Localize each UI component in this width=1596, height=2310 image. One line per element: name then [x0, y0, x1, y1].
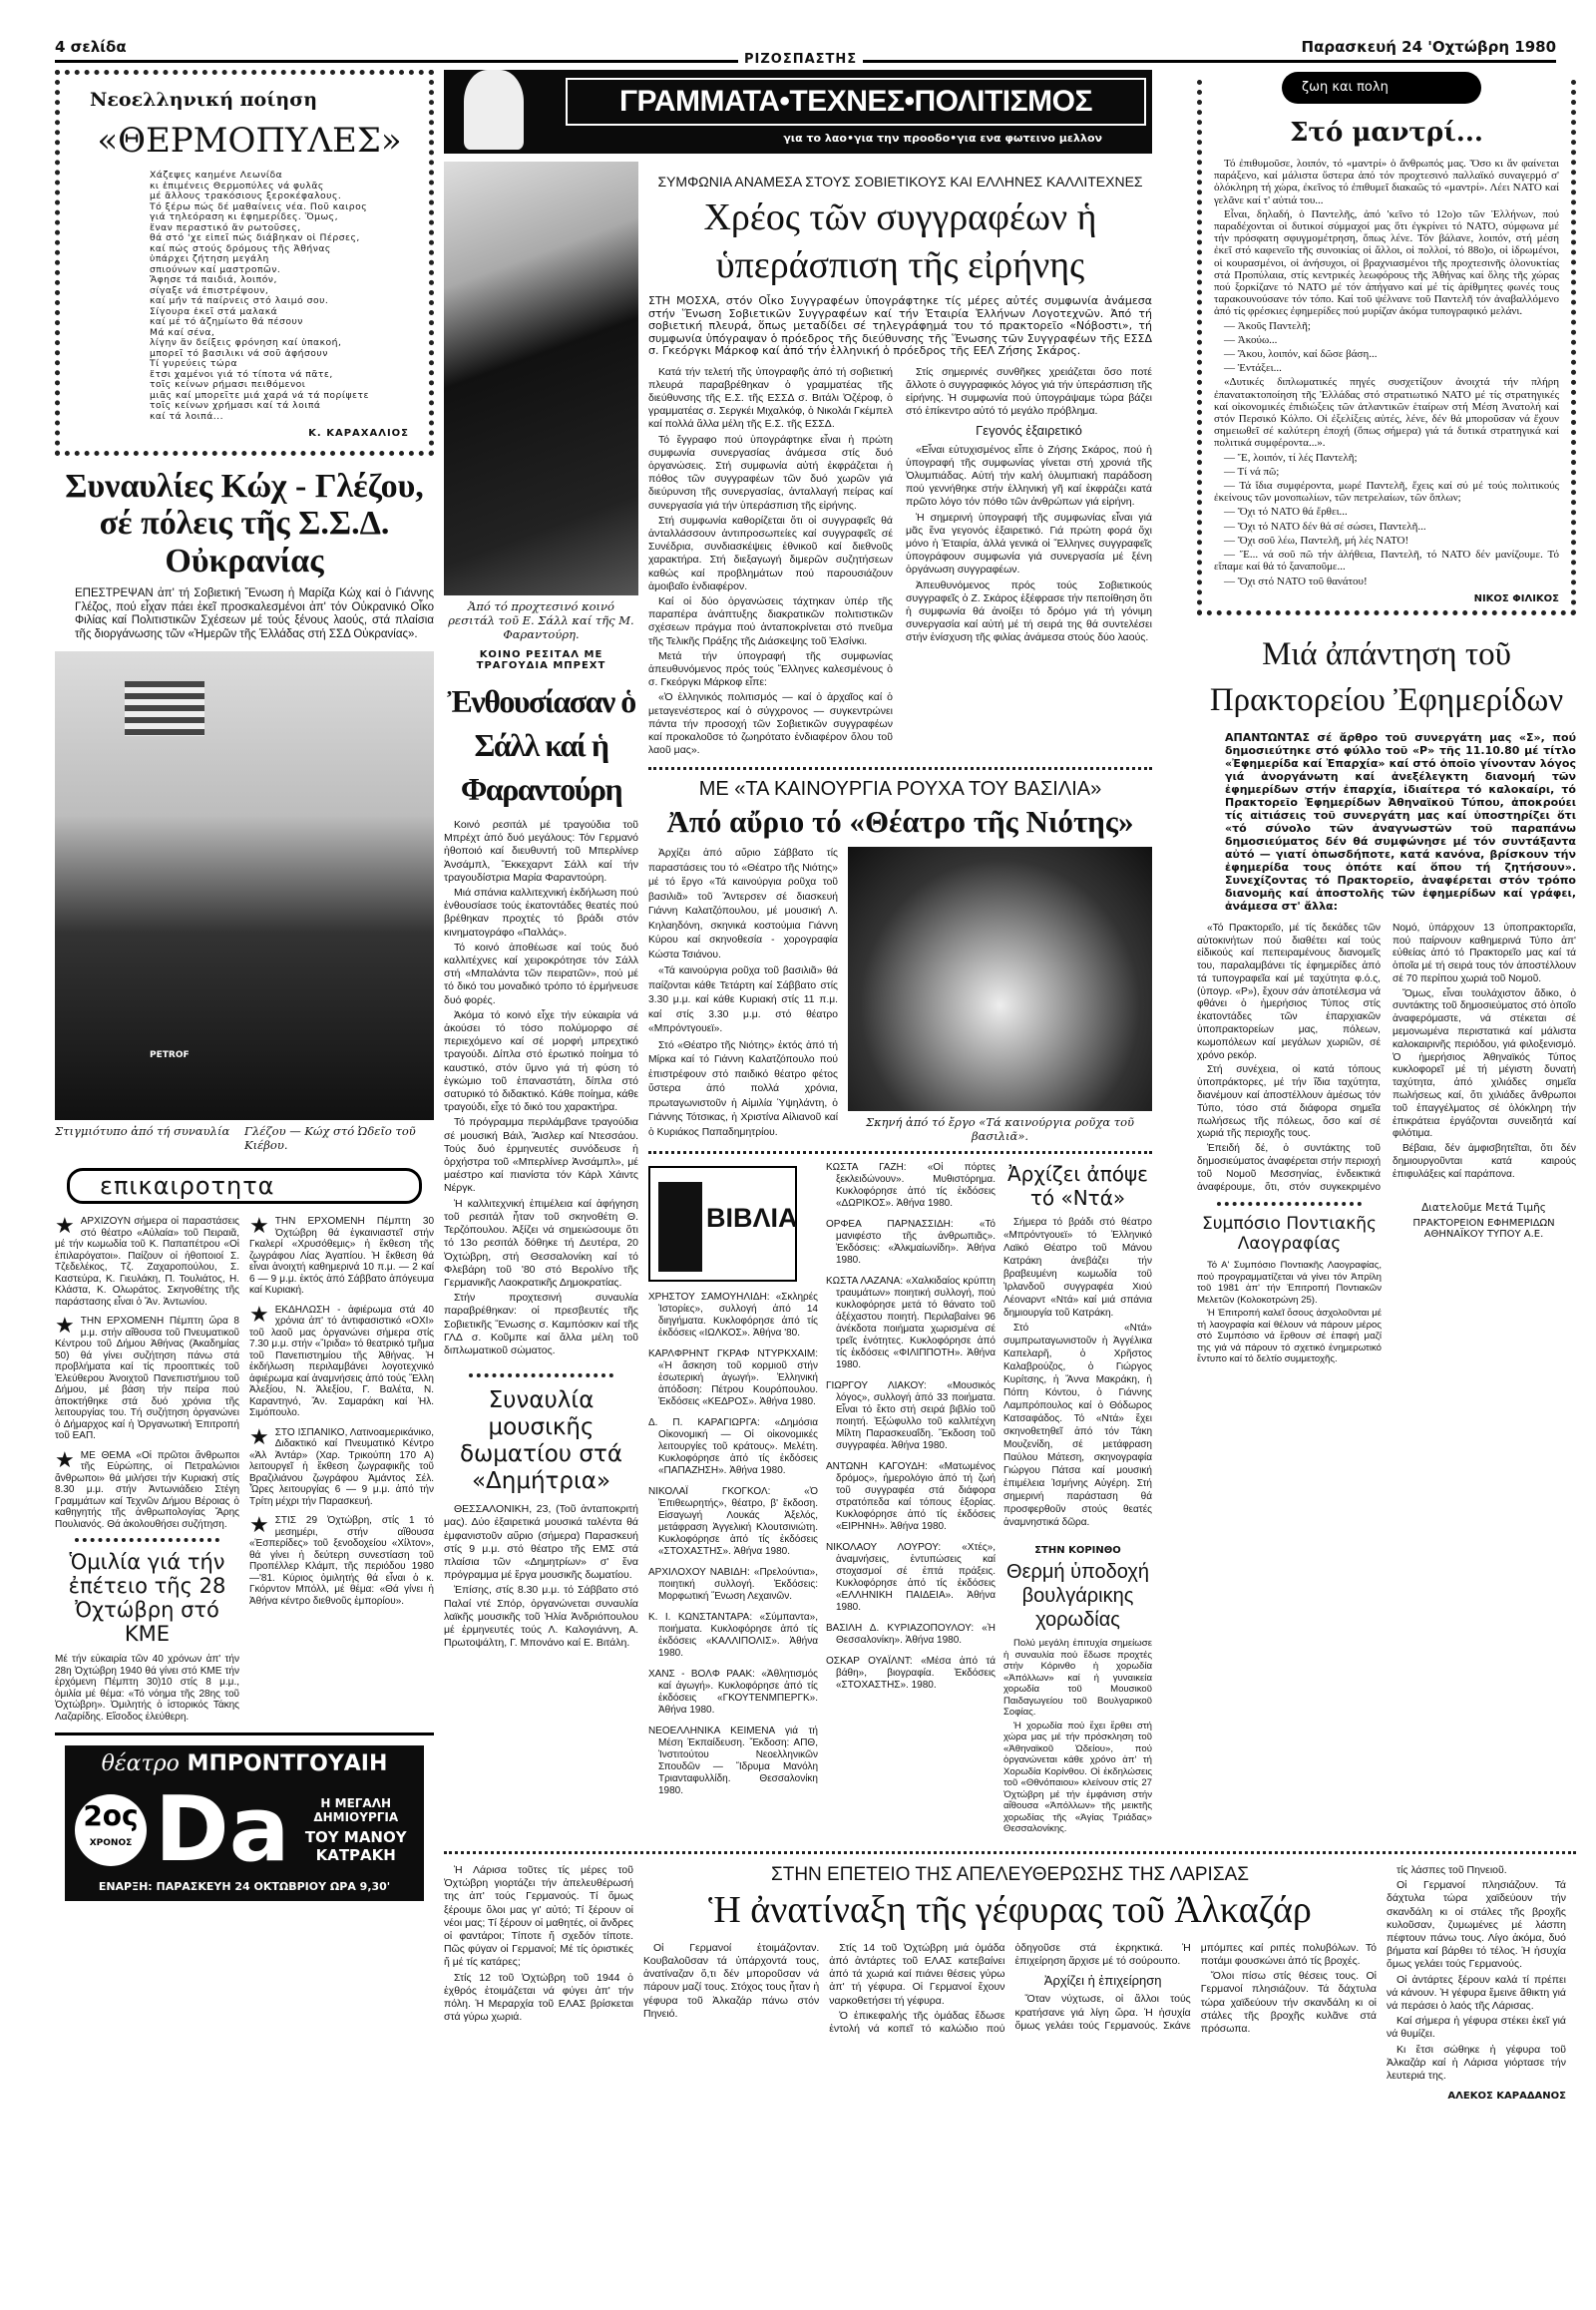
sall-headline: Ἐνθουσίασαν ὁ Σάλλ καί ἡ Φαραντούρη [447, 683, 635, 807]
paragraph: Ὁ ἐπικεφαλής τῆς ὁμάδας ἔδωσε ἐντολή νά κοπεῖ τό καλώδιο πού ὁδηγοῦσε στά ἐκρηκτικά. Ἡ ἐπιχείρηση ἄρχισε μέ τό σούρουπο. [829, 1941, 1191, 2035]
xreos-columns [648, 366, 1152, 760]
masthead [55, 0, 1556, 70]
poem-line: μέ ἄλλους τρακόσιους ξεροκέφαλους. [150, 191, 342, 201]
banner-title-frame [566, 78, 1146, 126]
star-icon: ★ [55, 1216, 75, 1239]
book-entry: ΑΡΧΙΛΟΧΟΥ ΝΑΒΙΔΗ: «Πρελούντια», ποιητική συλλογή. Ἐκδόσεις: Μορφωτική Ἕνωση Λεχαινῶν. [648, 1567, 818, 1603]
paragraph: «Ὁ ἑλληνικός πολιτισμός — καί ὁ ἀρχαῖος καί ὁ μεταγενέστερος καί ὁ σύγχρονος — συγκεντρώνει πάντα τήν προσοχή τῶν Σοβιετικῶν συγγραφέων καί προκαλοῦσε τό ζωηρότατο ἐνδιαφέρον ὅλου τοῦ λαοῦ μας». [648, 691, 893, 757]
paragraph: Καί οἱ δύο ὀργανώσεις τάχτηκαν ὑπέρ τῆς παραπέρα ἀνάπτυξης διακρατικῶν πολιτιστικῶν σχέσεων πράγμα πού ἀνταποκρίνεται στό πνεῦμα τῆς Τελικῆς Πράξης τῆς Διάσκεψης τοῦ Ἑλσίνκι. [648, 594, 893, 647]
epikairotita-columns [55, 1216, 434, 1723]
paragraph: — Ἐντάξει... [1224, 362, 1282, 375]
paragraph: Κατά τήν τελετή τῆς ὑπογραφῆς ἀπό τή σοβιετική πλευρά παραβρέθηκαν ὁ γραμματέας τῆς διεύθυνσης τῆς Ε.Σ. τῆς ΕΣΣΔ σ. Βιτάλι Ὀζέροφ, ὁ γραμματέας σ. Σεργκέι Μιχαλκόφ, ὁ Νικολάι Γκέμπελ καί πολλά ἄλλα μέλη τῆς Ε.Σ. τῆς ΕΣΣΔ. [648, 365, 893, 431]
star-icon: ★ [249, 1515, 269, 1538]
paragraph: — Ἔ... νά σοῦ πῶ τήν ἀλήθεια, Παντελῆ, τό ΝΑΤΟ δέν μανίζουμε. Τό εἴπαμε καί θά τό ξαναποῦμε... [1214, 549, 1559, 574]
koch-captions [55, 1124, 434, 1152]
book-entry: ΝΙΚΟΛΑΟΥ ΛΟΥΡΟΥ: «Χτές», ἀναμνήσεις, ἐντυπώσεις καί στοχασμοί σέ ἑπτά πράξεις. Κυκλοφόρησε ἀπό τίς ἐκδόσεις «ΕΛΛΗΝΙΚΗ ΠΑΙΔΕΙΑ». Ἀθήνα 1980. [826, 1542, 996, 1614]
alkazar-author: ΑΛΕΚΟΣ ΚΑΡΑΔΑΝΟΣ [1447, 2091, 1566, 2103]
nta-body [1003, 1216, 1152, 1531]
book-entry: ΚΩΣΤΑ ΛΑΖΑΝΑ: «Χαλκιδαίος κρύπτη τραυμάτων» ποιητική συλλογή, πού κυκλοφόρησε μετά τό θάνατο τοῦ ἀξέχαστου ποιητή. Περιλαβαίνει 96 ἀνέκδοτα ποιήματα χωρισμένα σέ τρεῖς ἑνότητες. Κυκλοφόρησε ἀπό τίς ἐκδόσεις «ΦΙΛΙΠΠΟΤΗ». Ἀθήνα 1980. [826, 1276, 996, 1371]
paragraph: ΘΕΣΣΑΛΟΝΙΚΗ, 23, (Τοῦ ἀνταποκριτή μας). Δύο ἐξαιρετικά μουσικά ταλέντα θά ἐμφανιστοῦν αὔριο (σήμερα) Παρασκευή στίς 9 μ.μ. στό θέατρο τῆς ΕΜΣ στά πλαίσια τῶν «Δημητρίων» σ' ἕνα πρόγραμμα μέ ἔργα μουσικῆς δωματίου. [444, 1503, 638, 1582]
poem-line: καί μήν τά παίρνεις στό λαιμό σου. [150, 295, 329, 306]
books-list-2 [826, 1162, 996, 1701]
right-area [444, 70, 1576, 2102]
ad-year-badge: 2ος ΧΡΟΝΟΣ [75, 1794, 147, 1866]
middle-column [444, 70, 1152, 1837]
paragraph: Οἱ Γερμανοί ἑτοιμάζονταν. Κουβαλοῦσαν τά ὑπάρχοντά τους, ἀνατίναζαν ὅ,τι δέν μποροῦσαν νά πάρουν μαζί τους. Στόχος τους ἦταν ἡ γέφυρα τοῦ Ἀλκαζάρ πάνω στόν Πηνειό. [643, 1941, 820, 2020]
alkazar-right-column [1387, 1864, 1566, 2102]
sall-caption: Ἀπό τό προχτεσινό κοινό ρεσιτάλ τοῦ Ε. Σάλλ καί τῆς Μ. Φαραντούρη. [448, 599, 634, 641]
book-entry: Κ. Ι. ΚΩΝΣΤΑΝΤΑΡΑ: «Σύμπαντα», ποιήματα. Κυκλοφόρησε ἀπό τίς ἐκδόσεις «ΚΑΛΛΙΠΟΛΙΣ». Ἀθήνα 1980. [648, 1612, 818, 1660]
mantri-headline: Στό μαντρί... [1290, 118, 1483, 148]
paragraph: Στίς 12 τοῦ Ὀχτώβρη τοῦ 1944 ὁ ἐχθρός ἑτοιμάζεται νά φύγει ἀπ' τήν πόλη. Ἡ Μεραρχία τοῦ ΕΛΑΣ βρίσκεται στά γύρω χωριά. [444, 1971, 633, 2024]
poem-line: Μά καί σένα, [150, 326, 215, 338]
paragraph: Οἱ ἀντάρτες ξέρουν καλά τί πρέπει νά κάνουν. Ἡ γέφυρα ἔμεινε ἄθικτη γιά νά περάσει ὁ λαός τῆς Λάρισας. [1387, 1973, 1566, 2013]
paragraph: Ἀπευθυνόμενος πρός τούς Σοβιετικούς συγγραφεῖς ὁ Ζ. Σκάρος ἐξέφρασε τήν πεποίθηση ὅτι ἡ συμφωνία θά ἀνοίξει τό δρόμο γιά τή γόνιμη συνεργασία καί αὐτή μέ τή σειρά της θά συντελέσει στήν ἐνίσχυση τῆς φιλίας ἀνάμεσα στούς δύο λαούς. [906, 578, 1152, 644]
poem-title: «ΘΕΡΜΟΠΥΛΕΣ» [97, 121, 402, 161]
paragraph: Τό Α' Συμπόσιο Ποντιακῆς Λαογραφίας, πού προγραμματίζεται νά γίνει τόν Ἀπρίλη τοῦ 1981 ἀπ' τήν Ἐπιτροπή Ποντιακῶν Μελετῶν (Κολοκοτρώνη 25). [1197, 1260, 1382, 1306]
paragraph: τίς λάσπες τοῦ Πηνειοῦ. [1396, 1863, 1507, 1876]
book-entry: ΝΕΟΕΛΛΗΝΙΚΑ ΚΕΙΜΕΝΑ γιά τή Μέση Ἐκπαίδευση. Ἔκδοση: ΑΠΘ, Ἰνστιτούτου Νεοελληνικῶν Σπουδῶν — Ἵδρυμα Μανόλη Τριανταφυλλίδη. Θεσσαλονίκη 1980. [648, 1726, 818, 1797]
nta-kicker: ΣΤΗΝ ΚΟΡΙΝΘΟ [1034, 1545, 1121, 1557]
books-logo-text: ΒΙΒΛΙΑ [706, 1203, 798, 1234]
book-entry: ΚΩΣΤΑ ΓΑΖΗ: «Οἱ πόρτες ξεκλειδώνουν». Μυθιστόρημα. Κυκλοφόρησε ἀπό τίς ἐκδόσεις «ΔΩΡΙΚΟΣ». Ἀθήνα 1980. [826, 1162, 996, 1210]
paragraph: Τό ἔγγραφο πού ὑπογράφτηκε εἶναι ἡ πρώτη συμφωνία συνεργασίας ἀνάμεσα στίς δυό ὀργανώσεις. Στή συμφωνία αὐτή ἐκφράζεται ἡ πόθος τῶν συγγραφέων τῶν δυό χωρῶν γιά διεύρυνση τῆς συνεργασίας, ἀνταλλαγή πείρας καί συνεργασία γιά τήν ὑπεράσπιση τῆς εἰρήνης. [648, 433, 893, 512]
poem-line: μιᾶς καί μπορεῖτε μιά χαρά νά τά πορίψετε [150, 389, 369, 401]
praktoreio-lead: ΑΠΑΝΤΩΝΤΑΣ σέ ἄρθρο τοῦ συνεργάτη μας «Σ», πού δημοσιεύτηκε στό φύλλο τοῦ «Ρ» τῆς 11.10.80 μέ τίτλο «Ἐφημερίδα καί Ἐπαρχία» καί στό ὁποῖο γίνονταν λόγος γιά ἀνοργάνωτη καί ἀνεξέλεγκτη διανομή τῶν ἐφημερίδων στήν ἐπαρχία, ἰδιαίτερα τό καλοκαίρι, τό Πρακτορεῖο Ἐφημερίδων Ἀθηναϊκοῦ Τύπου, ἀποκρούει τίς αἰτιάσεις τοῦ συνεργάτη μας καί ὑποστηρίζει ὅτι «τό σύνολο τῶν ἀναγνωστῶν τοῦ παραπάνω δημοσιεύματος δέν θά συμφώνησε μέ τόν συντάξαντα αὐτό — γιατί ὁπωσδήποτε, κατά κανόνα, βρίσκουν τήν ἐφημερίδα τους ὁπότε καί ὅπου τή ζητήσουν». Συνεχίζοντας τό Πρακτορεῖο, ἀναφέρεται στόν τρόπο διανομῆς καί ἀποστολῆς τῶν ἐφημερίδων καί γράφει, ἀνάμεσα στ' ἄλλα: [1225, 730, 1576, 913]
alkazar-kicker: ΣΤΗΝ ΕΠΕΤΕΙΟ ΤΗΣ ΑΠΕΛΕΥΘΕΡΩΣΗΣ ΤΗΣ ΛΑΡΙΣΑΣ [770, 1863, 1249, 1885]
ad-theatre-name: θέατρο ΜΠΡΟΝΤΓΟΥΑΙΗ [101, 1751, 388, 1777]
book-entry: ΚΑΡΛΦΡΗΝΤ ΓΚΡΑΦ ΝΤΥΡΚΧΑΙΜ: «Ἡ ἄσκηση τοῦ κορμιοῦ στήν ἐσωτερική ἀγωγή». Ἑλληνική ἀπόδοση: Πέτρου Κουρόπουλου. Ἐκδόσεις «ΚΕΔΡΟΣ». Ἀθήνα 1980. [648, 1348, 818, 1408]
alkazar-story [444, 1864, 1576, 2102]
paragraph: Τό πρόγραμμα περιλάμβανε τραγούδια σέ μουσική Βάιλ, Ἄισλερ καί Ντεσσάου. Τούς δυό ἑρμηνευτές συνόδευσε ἡ ὀρχήστρα τοῦ «Μπερλίνερ Ἀνσάμπλ», μέ μαέστρο καί πιανίστα τόν Κάρλ Χάιντς Νέργκ. [444, 1116, 638, 1195]
news-item: ★ ΑΡΧΙΖΟΥΝ σήμερα οἱ παραστάσεις στό θέατρο «Αὐλαία» τοῦ Πειραιᾶ, μέ τήν κωμωδία τοῦ Κ. Παπαπέτρου «Οἱ ἐπιλαρόγατοι». Παίζουν οἱ ἠθοποιοί Σ. Τζεδελέκος, Τζ. Ζαχαροπούλου, Σ. Καστεύρα, Κ. Γιευλάκη, Π. Τουλιάτος, Η. Κλάστα, Κ. Ολωράτος. Σκηνοθέτης τῆς παράστασης εἶναι ὁ Ἄν. Ἀντωνίου. [55, 1216, 239, 1308]
paragraph: Τό ἐπιθυμοῦσε, λοιπόν, τό «μαντρί» ὁ ἄνθρωπός μας. Ὅσο κι ἄν φαίνεται παράξενο, καί μάλιστα ὕστερα ἀπό τόν προχτεσινό παλλαϊκό συναγερμό σ' ὁλόκληρη τή χώρα, ἐκεῖνος τό ἐπιθυμεῖ διακαῶς τό «μαντρί». Λέει ΝΑΤΟ καί γελᾶνε καί τ' αὐτιά του... [1214, 158, 1559, 206]
star-icon: ★ [55, 1449, 75, 1472]
sall-photo [444, 162, 638, 595]
poem-box [55, 70, 434, 456]
alkazar-subhead: Ἀρχίζει ἡ ἐπιχείρηση [1043, 1973, 1162, 1989]
xreos-right-paras [906, 366, 1152, 419]
flag-image [125, 681, 204, 736]
paragraph: — Ἀκούω... [1224, 333, 1278, 346]
poem-line: ὑπάρχει ζήτηση μεγάλη [150, 253, 269, 264]
news-item: ★ ΤΗΝ ΕΡΧΟΜΕΝΗ Πέμπτη 30 Ὀχτώβρη θά ἐγκαινιαστεῖ στήν Γκαλερί «Χρυσόθεμις» ἡ ἔκθεση τῆς ζωγράφου Λίας Ἀγαπίου. Ἡ ἔκθεση θά εἶναι ἀνοιχτή καθημερινά 10 π.μ. — 2 καί 6 — 9 μ.μ. ἐκτός ἀπό Σάββατο ἀπόγευμα καί Κυριακή. [249, 1216, 434, 1297]
paragraph: Πολύ μεγάλη ἐπιτυχία σημείωσε ἡ συναυλία πού ἔδωσε προχτές στήν Κόρινθο ἡ χορωδία «Ἀπόλλων» καί ἡ γυναικεία χορωδία τοῦ Μουσικοῦ Παιδαγωγείου τοῦ Βουλγαρικοῦ Σοφίας. [1003, 1638, 1152, 1719]
epikairotita-title: επικαιροτητα [100, 1172, 275, 1201]
praktoreio-signature-block [1392, 1202, 1576, 1240]
koch-headline: Συναυλίες Κώχ - Γλέζου, σέ πόλεις τῆς Σ.Σ.Δ. Οὐκρανίας [65, 468, 424, 579]
books-icon [658, 1182, 702, 1272]
paragraph: Στίς 14 τοῦ Ὀχτώβρη μιά ὁμάδα ἀπό ἀντάρτες τοῦ ΕΛΑΣ κατεβαίνει ἀπό τά χωριά καί πιάνει θέσεις γύρω ἀπ' τή γέφυρα. Οἱ Γερμανοί ἔχουν ναρκοθετήσει τή γέφυρα. [829, 1941, 1005, 2007]
koch-caption-left: Στιγμιότυπο ἀπό τή συναυλία [55, 1124, 230, 1139]
news-item: ★ ΤΗΝ ΕΡΧΟΜΕΝΗ Πέμπτη ὥρα 8 μ.μ. στήν αἴθουσα τοῦ Πνευματικοῦ Κέντρου τοῦ Δήμου Ἀθήνας (Ἀκαδημίας 50) θά γίνει συζήτηση πάνω στά προβλήματα καί τίς προοπτικές τοῦ Ἐλεύθερου Ἀνοιχτοῦ Πανεπιστήμιου τοῦ Δήμου, μέ βάση τήν πείρα πού ἀποκτήθηκε στά δυό χρόνια τῆς λειτουργίας του. Τή συζήτηση ὀργανώνει ὁ Δήμαρχος καί ἡ Ὀργανωτική Ἐπιτροπή τοῦ ΕΑΠ. [55, 1316, 239, 1442]
paragraph: Ἡ Ἐπιτροπή καλεῖ ὅσους ἀσχολοῦνται μέ τή λαογραφία καί θέλουν νά πάρουν μέρος στό Συμπόσιο νά ἔρθουν σέ ἐπαφή μαζί της γιά νά πάρουν τό σχετικό ἐνημερωτικό ἔντυπο καί τό δελτίο συμμετοχῆς. [1197, 1308, 1382, 1365]
xreos-col-right [906, 366, 1152, 647]
poem-line: Τό ξέρω πώς δέ μαθαίνεις νέα. Ποῦ καιρος [150, 200, 368, 212]
issue-date: Παρασκευή 24 'Οχτώβρη 1980 [1301, 38, 1556, 56]
alkazar-col-mid [643, 1942, 1377, 2036]
paragraph: Στό «Ντά» συμπρωταγωνιστοῦν ἡ Ἀγγέλικα Καπελαρῆ, ὁ Χρῆστος Καλαβρούζος, ὁ Γιώργος Κυρίτσης, ἡ Ἄννα Μακράκη, ἡ Πόπη Κόντου, ὁ Γιάννης Λαμπρόπουλος καί ὁ Θόδωρος Κατσαφάδος. Τό «Ντά» ἔχει σκηνοθετηθεῖ ἀπό τόν Τάκη Μουζενίδη, σέ μετάφραση Παύλου Μάτεση, σκηνογραφία Γιώργου Πάτσα καί μουσική ἐπιμέλεια Ἰσμήνης Αὐγέρη. Στή σημερινή παράσταση θά προσφερθοῦν στούς θεατές ἀναμνηστικά δῶρα. [1003, 1323, 1152, 1529]
praktoreio-footer [1197, 1202, 1576, 1367]
niotis-photo [848, 847, 1152, 1111]
paragraph: «Εἶναι εὐτυχισμένος εἶπε ὁ Ζήσης Σκάρος, πού ἡ ὑπογραφή τῆς συμφωνίας γίνεται στή χρονιά τῆς Ὀλυμπιάδας. Αὐτή τήν καλή ὀλυμπιακή παράδοση πού γεννήθηκε στήν ἑλληνική γῆ καί ἐκφράζει κατά πρῶτο λόγο τόν πόθο τῶν ἀνθρώπων γιά εἰρήνη. [906, 443, 1152, 509]
upper-area [444, 70, 1576, 1837]
book-entry: ΧΡΗΣΤΟΥ ΣΑΜΟΥΗΛΙΔΗ: «Σκληρές Ἱστορίες», συλλογή ἀπό 14 διηγήματα. Κυκλοφόρησε ἀπό τίς ἐκδόσεις «ΙΩΛΚΟΣ». Ἀθήνα '80. [648, 1292, 818, 1340]
mantri-body [1214, 158, 1559, 587]
xreos-col-left [648, 366, 893, 760]
symposio-body [1197, 1260, 1382, 1367]
banner-title: ΓΡΑΜΜΑΤΑ•ΤΕΧΝΕΣ•ΠΟΛΙΤΙΣΜΟΣ [619, 85, 1092, 118]
poem-line: Σίγουρα ἐκεῖ στά μαλακά [150, 305, 278, 317]
ad-tagline-1: Η ΜΕΓΑΛΗ ΔΗΜΙΟΥΡΓΙΑ [313, 1796, 399, 1825]
korinthos-body [1003, 1638, 1152, 1837]
paragraph: — Τί νά πῶ; [1224, 465, 1280, 478]
xreos-column [648, 162, 1152, 1837]
books-logo [648, 1166, 797, 1282]
niotis-headline: Ἀπό αὔριο τό «Θέατρο τῆς Νιότης» [666, 804, 1134, 840]
book-entry: ΒΑΣΙΛΗ Δ. ΚΥΡΙΑΖΟΠΟΥΛΟΥ: «Ἡ Θεσσαλονίκη». Ἀθήνα 1980. [826, 1623, 996, 1647]
alkazar-col-left [444, 1864, 633, 2026]
koch-lead: ΕΠΕΣΤΡΕΨΑΝ ἀπ' τή Σοβιετική Ἕνωση ἡ Μαρίζα Κώχ καί ὁ Γιάννης Γλέζος, πού εἶχαν πάει ἐκεῖ προσκαλεσμένοι ἀπ' τόν Οὐκρανικό Οἶκο Φιλίας καί Πολιτιστικῶν Σχέσεων μέ τούς ξένους λαούς, στά πλαίσια τῆς διοργάνωσης τῶν «Ἡμερῶν τῆς Ἑλλάδας στή ΣΣΔ Οὐκρανίας». [75, 587, 434, 640]
divider [1217, 1202, 1362, 1206]
divider [75, 1538, 219, 1542]
star-icon: ★ [55, 1316, 75, 1339]
nta-column [1003, 1162, 1152, 1837]
paragraph: Στήν προχτεσινή συναυλία παραβρέθηκαν: οἱ πρεσβευτές τῆς Σοβιετικῆς Ἕνωσης σ. Καμπόσκιν καί τῆς ΓΛΔ σ. Κοῦμπε καί ἄλλα μέλη τοῦ διπλωματικοῦ σώματος. [444, 1292, 638, 1356]
paragraph: — Ἄκου, λοιπόν, καί δῶσε βάση... [1224, 348, 1378, 361]
epikairotita-col-2 [249, 1216, 434, 1615]
paragraph: Κοινό ρεσιτάλ μέ τραγούδια τοῦ Μπρέχτ ἀπό δυό μεγάλους: Τόν Γερμανό ἠθοποιό καί διευθυντή τοῦ Μπερλίνερ Ἀνσάμπλ, Ἔκκεχαρντ Σάλλ καί τήν τραγουδίστρια Μαρία Φαραντούρη. [444, 819, 638, 884]
left-column [55, 70, 434, 1901]
star-icon: ★ [249, 1216, 269, 1239]
xreos-subhead: Γεγονός ἐξαιρετικό [976, 423, 1082, 439]
divider [469, 1373, 613, 1377]
book-entry: Δ. Π. ΚΑΡΑΓΙΩΡΓΑ: «Δημόσια Οἰκονομική — Οἱ οἰκονομικές λειτουργίες τοῦ κράτους». Μελέτη. Κυκλοφόρησε ἀπό τίς ἐκδόσεις «ΠΑΠΑΖΗΣΗ». Ἀθήνα 1980. [648, 1417, 818, 1477]
page-number: 4 σελίδα [55, 38, 127, 56]
poem-line: Ἄφησε τά παιδιά, λοιπόν, [150, 274, 277, 285]
paragraph: Ἀκόμα τό κοινό εἶχε τήν εὐκαιρία νά ἀκούσει τό τόσο πολύμορφο σέ περιεχόμενο καί σέ μορφή μπρεχτικό τραγούδι. Δίπλα στό ἐρωτικό ποίημα τό καυστικό, στόν ὕμνο γιά τή φύση τό ἐγκώμιο τοῦ ἐπαναστάτη, δίπλα στό σατυρικό τό διδακτικό. Κάθε ποίημα, κάθε τραγούδι, εἶχε τό δικό του χαρακτήρα. [444, 1008, 638, 1114]
paragraph: Τό κοινό ἀποθέωσε καί τούς δυό καλλιτέχνες καί χειροκρότησε τόν Σάλλ στή «Μπαλάντα τῶν πειρατῶν», πού μέ τό δικό του μοναδικό τρόπο τό ἑρμήνευσε δυό φορές. [444, 941, 638, 1006]
book-entry: ΝΙΚΟΛΑΪ ΓΚΟΓΚΟΛ: «Ὁ Ἐπιθεωρητής», θέατρο, β' ἔκδοση. Εἰσαγωγή Λουκάς Ἀξελός, μετάφραση Ἀγγελική Κλουτσινιώτη. Κυκλοφόρησε ἀπό τίς ἐκδόσεις «ΣΤΟΧΑΣΤΗΣ». Ἀθήνα 1980. [648, 1486, 818, 1558]
paragraph: «Τό Πρακτορεῖο, μέ τίς δεκάδες τῶν αὐτοκινήτων πού διαθέτει καί τούς εἰδικούς καί πεπειραμένους διανομεῖς του, παραλαμβάνει τίς ἐφημερίδες ἀπό τά τυπογραφεῖα καί μέ ταχύτητα φ.ό.ς, (ὑπογρ. «Ρ»), ἔχουν σάν ἀποτέλεσμα νά φθάνει ὁ ἡμερήσιος Τύπος στίς ἑκατοντάδες τῶν ἐπαρχιακῶν ὑποπρακτορείων μας, πόλεων, κωμοπόλεων καί μεγάλων χωριῶν, σέ χρόνο ρεκόρ. [1197, 922, 1381, 1061]
paragraph: — Ἀκοῦς Παντελῆ; [1224, 319, 1311, 332]
alkazar-headline: Ἡ ἀνατίναξη τῆς γέφυρας τοῦ Ἀλκαζάρ [708, 1888, 1312, 1931]
paragraph: Καί σήμερα ἡ γέφυρα στέκει ἐκεῖ γιά νά θυμίζει. [1387, 2015, 1566, 2041]
poem-line: καί πώς στούς δρόμους τῆς Ἀθήνας [150, 242, 331, 254]
news-item: ★ ΣΤΟ ΙΣΠΑΝΙΚΟ, Λατινοαμερικάνικο, Διδακτικό καί Πνευματικό Κέντρο «Ἀλ Ἀντάρ» (Χαρ. Τρικούπη 170 Α) λειτουργεῖ ἡ ἔκθεση ζωγραφικῆς τοῦ Βραζιλιάνου ζωγράφου Ἀμάντος Σέλ. Ὧρες λειτουργίας 6 — 9 μ.μ. ἀπό τήν Τρίτη μέχρι τήν Παρασκευή. [249, 1426, 434, 1507]
paragraph: Ἡ χορωδία πού ἔχει ἔρθει στή χώρα μας μέ τήν πρόσκληση τοῦ «Ἀθηναϊκοῦ Ὠδείου», πού ὀργανώνεται κάθε χρόνο ἀπ' τή Χορωδία Κορίνθου. Οἱ ἐκδηλώσεις τοῦ «Θθνόπαιου» κλείνουν στίς 27 Ὀχτώβρη μέ τήν ἐμφάνιση στήν αἴθουσα «Ἀπόλλων» τῆς μεικτῆς χορωδίας τῆς «Ἁγίας Τριάδας» Θεσσαλονίκης. [1003, 1720, 1152, 1835]
xreos-right-paras-2 [906, 444, 1152, 645]
nta-headline: Ἀρχίζει ἀπόψε τό «Ντά» [1007, 1162, 1148, 1211]
mantri-box [1197, 80, 1576, 615]
omilia-text: Μέ τήν εὐκαιρία τῶν 40 χρόνων ἀπ' τήν 28η Ὀχτώβρη 1940 θά γίνει στό ΚΜΕ τήν ἐρχόμενη Πέμπτη 30)10 στίς 8 μ.μ., ὁμιλία μέ θέμα: «Τό νόημα τῆς 28ης τοῦ Ὀχτώβρη». Ὁμιλητής ὁ ἱστορικός Τάκης Λαζαρίδης. Εἴσοδος ἐλεύθερη. [55, 1654, 239, 1723]
book-entry: ΟΡΦΕΑ ΠΑΡΝΑΣΣΙΔΗ: «Τό μανιφέστο τῆς ἀνθρωπιᾶς». Ἐκδόσεις: «Ἀλκμαίωνίδη». Ἀθήνα 1980. [826, 1219, 996, 1267]
divider [648, 767, 1152, 770]
paragraph: Βέβαια, δέν ἀμφισβητεῖται, ὅτι δέν δημιουργοῦνται κατά καιρούς ἐπιφυλάξεις καί παράπονα. [1393, 1143, 1576, 1180]
praktoreio-headline: Μιά ἀπάντηση τοῦ Πρακτορείου Ἐφημερίδων [1209, 635, 1564, 718]
poem-line: καί τά λοιπά... [150, 410, 224, 422]
right-column [1197, 70, 1576, 1367]
paragraph: — Ὄχι στό ΝΑΤΟ τοῦ θανάτου! [1224, 575, 1368, 587]
divider [444, 1851, 1576, 1854]
poem-line: ἔτσι χαμένοι γιά τό τίποτα νά πᾶτε, [150, 368, 333, 380]
ad-play-title: Da [155, 1777, 290, 1883]
poem-lines [90, 171, 409, 422]
poem-line: σίγαξε νά ἐπιστρέψουν, [150, 284, 269, 296]
book-entry: ΓΙΩΡΓΟΥ ΛΙΑΚΟΥ: «Μουσικός λόγος», συλλογή ἀπό 33 ποιήματα. Εἶναι τό ἕκτο στή σειρά βιβλίο τοῦ ποιητή. Ἐξώφυλλο τοῦ καλλιτέχνη Μίλτη Παρασκευαΐδη. Ἔκδοση τοῦ συγγραφέα. Ἀθήνα 1980. [826, 1380, 996, 1452]
books-list-1 [648, 1292, 818, 1806]
theatre-ad [65, 1745, 424, 1901]
poem-line: τοῖς κείνων ρήμασι πειθόμενοι [150, 379, 306, 390]
niotis-photo-block [848, 847, 1152, 1143]
poem-line: γιά τηλεόραση κι ἐφημερίδες. Ὅμως, [150, 211, 338, 222]
symposio-headline: Συμπόσιο Ποντιακῆς Λαογραφίας [1201, 1214, 1377, 1255]
symposio-block [1197, 1202, 1382, 1367]
divider [648, 1151, 1152, 1154]
star-icon: ★ [249, 1426, 269, 1449]
paragraph: Ὅμως, εἶναι τουλάχιστον ἄδικο, ὁ συντάκτης τοῦ δημοσιεύματος στό ὁποῖο ἀναφερόμαστε, νά στέκεται σέ μεμονωμένα περιστατικά καί μάλιστα καλοκαιρινῆς περιόδου, γιά φιλοξενισμό. Ὁ ἡμερήσιος Ἀθηναϊκός Τύπος κυκλοφορεῖ μέ τή μέγιστη δυνατή ταχύτητα, ἀπό χιλιάδες σημεῖα πωλήσεως καί, ὅτι χιλιάδες ἄνθρωποι τοῦ ἐπαγγέλματος σέ ὁλόκληρη τήν ἐπικράτεια ἐργάζονται συνειδητά καί φιλότιμα. [1393, 987, 1576, 1140]
paragraph: «Δυτικές διπλωματικές πηγές συσχετίζουν ἀνοιχτά τήν πλήρη ἐπανατακτοποίηση τῆς Ἑλλάδας στό στρατιωτικό ΝΑΤΟ μέ τίς στρατηγικές καί οἰκονομικές ἐπιδιώξεις τῶν ἀτλαντικῶν ἑταίρων στή Μέση Ἀνατολή καί στόν Περσικό Κόλπο. Οἱ ἐξελίξεις αὐτές, λένε, δέν θά μποροῦσαν νά ἔχουν σημειωθεῖ σέ καλύτερη ἐποχή (ὅπως σήμερα) γιά τά δυτικά στρατηγικά καί πολιτικά συμφέροντα...». [1214, 376, 1559, 450]
paragraph: Ὅταν νύχτωσε, οἱ ἄλλοι τούς κρατήσανε γιά λίγη ὥρα. Ἡ ἡσυχία ὅμως γελάει τούς Γερμανούς. Σκάνε μπόμπες καί ριπές πολυβόλων. Τό ποτάμι φουσκώνει ἀπό τίς βροχές. [1014, 1941, 1377, 2032]
star-icon: ★ [249, 1304, 269, 1327]
paragraph: — Ὄχι τό ΝΑΤΟ θά ἔρθει... [1224, 506, 1348, 519]
ad-opening: ΕΝΑΡΞΗ: ΠΑΡΑΣΚΕΥΗ 24 ΟΚΤΩΒΡΙΟΥ ΩΡΑ 9,30' [98, 1880, 391, 1894]
dimitria-headline: Συναυλία μουσικῆς δωματίου στά «Δημήτρια» [459, 1387, 623, 1495]
paragraph: «Τά καινούργια ροῦχα τοῦ βασιλιᾶ» θά παίζονται κάθε Τετάρτη καί Σάββατο στίς 3.30 μ.μ. καί κάθε Κυριακή στίς 11 π.μ. καί στίς 3.30 μ.μ. στό θέατρο «Μπρόντγουεϊ». [648, 965, 838, 1035]
poem-line: Τί γυρεύεις τώρα [150, 358, 238, 369]
dimitria-body [444, 1503, 638, 1652]
book-entry: ΑΝΤΩΝΗ ΚΑΓΟΥΔΗ: «Ματωμένος δρόμος», ἡμερολόγιο ἀπό τή ζωή τοῦ συγγραφέα στά διάφορα στρατόπεδα καί τόπους ἐξορίας. Κυκλοφόρησε ἀπό τίς ἐκδόσεις «ΕΙΡΗΝΗ». Ἀθήνα 1980. [826, 1461, 996, 1533]
poem-line: κι ἐπιμένεις Θερμοπύλες νά φυλᾶς [150, 180, 324, 192]
books-row [648, 1162, 1152, 1837]
poem-line: μπορεῖ τό βασιλικι νά σοῦ ἀφήσουν [150, 347, 328, 359]
alkazar-col-right [1387, 1864, 1566, 2085]
sall-body [444, 819, 638, 1359]
muse-icon [464, 70, 524, 150]
paragraph: Σήμερα τό βράδι στό θέατρο «Μπρόντγουεϊ» τό Ἑλληνικό Λαϊκό Θέατρο τοῦ Μάνου Κατράκη ἀνεβάζει τήν βραβευμένη κωμωδία τοῦ Ἰρλανδοῦ συγγραφέα Χιού Λέοναρντ «Ντά» καί μιά σπάνια δημιουργία τοῦ Κατράκη. [1003, 1217, 1152, 1320]
poem-author: Κ. ΚΑΡΑΧΑΛΙΟΣ [308, 428, 409, 439]
section-rule [55, 1732, 434, 1735]
paragraph: — Τά ἴδια συμφέροντα, μωρέ Παντελῆ, ἔχεις καί σύ μέ τούς πολιτικούς ἐκείνους τῶν μονοπωλίων, τῶν πετρελαίων, τῶν ὅπλων; [1214, 480, 1559, 505]
paragraph: Ὅλοι πίσω στίς θέσεις τους. Οἱ Γερμανοί πλησιάζουν. Τά δάχτυλα τώρα χαϊδεύουν τήν σκανδάλη κι οἱ στάλες τῆς βροχῆς κυλᾶνε στά πρόσωπα. [1200, 1970, 1377, 2035]
book-entry: ΧΑΝΣ - ΒΟΛΦ ΡΑΑΚ: «Ἀθλητισμός καί ἀγωγή». Κυκλοφόρησε ἀπό τίς ἐκδόσεις «ΓΚΟΥΤΕΝΜΠΕΡΓΚ». Ἀθήνα 1980. [648, 1669, 818, 1717]
paragraph: Στό «Θέατρο τῆς Νιότης» ἐκτός ἀπό τή Μίρκα καί τό Γιάννη Καλατζόπουλο πού ἐπιστρέφουν στό παιδικό θέατρο φέτος ὕστερα ἀπό πολλά χρόνια, πρωταγωνιστοῦν ἡ Αἰμιλία Ὑψηλάντη, ὁ Γιάννης Τότσικας, ἡ Χριστίνα Αἰλιανοῦ καί ὁ Κυριάκος Παπαδημητρίου. [648, 1039, 838, 1138]
paragraph: Κι ἔτσι σώθηκε ἡ γέφυρα τοῦ Ἀλκαζάρ καί ἡ Λάρισα γιόρτασε τήν λευτεριά της. [1387, 2043, 1566, 2083]
news-item: ★ ΣΤΙΣ 29 Ὀχτώβρη, στίς 1 τό μεσημέρι, στήν αἴθουσα «Ἑσπερίδες» τοῦ ξενοδοχείου «Χίλτον», θά γίνει ἡ δεύτερη συνεστίαση τοῦ Προπέλλερ Κλάμπ, τῆς περιόδου 1980—'81. Κύριος ὁμιλητής θά εἶναι ὁ κ. Γκόρντον Μπόλλ, μέ θέμα: «Θά γίνει ἡ Ἀθήνα κέντρο διεθνοῦς ἐμπορίου». [249, 1515, 434, 1607]
paragraph: Ἐπειδή δέ, ὁ συντάκτης τοῦ δημοσιεύματος ἀναφέρεται στήν περιοχή τοῦ Νομοῦ Μεσσηνίας, ἐνδεικτικά ἀναφέρουμε, ὅτι, στόν συγκεκριμένο Νομό, ὑπάρχουν 13 ὑποπρακτορεῖα, πού παίρνουν καθημερινά Τύπο ἀπ' εὐθείας ἀπό τό Πρακτορεῖο μας καί τά ὁποῖα μέ τή σειρά τους τόν ἀποστέλλουν σέ 70 περίπου χωριά τοῦ Νομοῦ. [1197, 922, 1576, 1193]
poem-line: σπιούνων καί μαστροπῶν. [150, 263, 281, 275]
praktoreio-signature: ΠΡΑΚΤΟΡΕΙΟΝ ΕΦΗΜΕΡΙΔΩΝ ΑΘΗΝΑΪΚΟΥ ΤΥΠΟΥ Α.Ε. [1412, 1218, 1555, 1241]
paragraph: Ἀρχίζει ἀπό αὔριο Σάββατο τίς παραστάσεις του τό «Θέατρο τῆς Νιότης» μέ τό ἔργο «Τά καινούργια ροῦχα τοῦ βασιλιᾶ» τοῦ Ἄντερσεν σέ διασκευή Γιάννη Καλατζόπουλου, μέ μουσική Λ. Κηλαηδόνη, σκηνικά κοστούμια Γιάννη Κύρου καί σκηνοθεσία - χορογραφία Κώστα Τσιάνου. [648, 848, 838, 961]
news-item: ★ ΜΕ ΘΕΜΑ «Οἱ πρῶτοι ἄνθρωποι τῆς Εὐρώπης, οἱ Πετραλώνιοι ἄνθρωποι» θά μιλήσει τήν Κυριακή στίς 8.30 μ.μ. στήν Ἀντωνιάδειο Στέγη Γραμμάτων καί Τεχνῶν Δήμου Βέροιας ὁ καθηγητής τῆς ἀνθρωπολογίας Ἄρης Πουλιανός. Θά ἀκολουθήσει συζήτηση. [55, 1449, 239, 1530]
paragraph: Μετά τήν ὑπογραφή τῆς συμφωνίας ἀπευθυνόμενος πρός τούς Ἕλληνες καλεσμένους ὁ σ. Γκεόργκι Μάρκοφ εἶπε: [648, 649, 893, 689]
praktoreio-signoff: Διατελοῦμε Μετά Τιμῆς [1421, 1202, 1546, 1215]
paragraph: Στή συνέχεια, οἱ κατά τόπους ὑποπράκτορες, μέ τήν ἴδια ταχύτητα, διανέμουν καί ἀποστέλλουν ἀμέσως τόν Τύπο, τόσο στά διάφορα σημεῖα πωλήσεως τῆς πόλεως, ὅσο καί σέ χωριά τῆς περιοχῆς τους. [1197, 1064, 1381, 1140]
praktoreio-body [1197, 923, 1576, 1195]
poem-line: Χάζεψες καημένε Λεωνίδα [150, 170, 283, 181]
mantri-author: ΝΙΚΟΣ ΦΙΛΙΚΟΣ [1473, 592, 1559, 604]
paragraph: Στίς σημερινές συνθῆκες χρειάζεται ὅσο ποτέ ἄλλοτε ὁ συγγραφικός λόγος γιά τήν ὑπεράσπιση τῆς εἰρήνης. Ἡ συμφωνία πού ὑπογράψαμε τώρα βάζει στό ἐπίκεντρο αὐτό τό μεγάλο πρόβλημα. [906, 365, 1152, 418]
epikairotita-section-header [67, 1168, 422, 1204]
sall-column [444, 162, 638, 1652]
book-entry: ΟΣΚΑΡ ΟΥΑΪΛΝΤ: «Μέσα ἀπό τά βάθη», βιογραφία. Ἐκδόσεις «ΣΤΟΧΑΣΤΗΣ». 1980. [826, 1656, 996, 1692]
sall-kicker: ΚΟΙΝΟ ΡΕΣΙΤΑΛ ΜΕ ΤΡΑΓΟΥΔΙΑ ΜΠΡΕΧΤ [476, 649, 606, 671]
xreos-lead: ΣΤΗ ΜΟΣΧΑ, στόν Οἶκο Συγγραφέων ὑπογράφτηκε τίς μέρες αὐτές συμφωνία ἀνάμεσα στήν Ἕνωση Σοβιετικῶν Συγγραφέων καί τήν Ἑταιρία Ἑλλήνων Λογοτεχνῶν. Ἀπό τή σοβιετική πλευρά, ὅπως μεταδίδει σέ τηλεγράφημά του τό πρακτορεῖο «Νόβοστι», τή συμφωνία ὑπόγραψαν ὁ πρόεδρος τῆς διεύθυνσης τῆς Ἕνωσης τῶν Συγγραφέων τῆς ΕΣΣΔ σ. Γκεόργκι Μάρκοφ καί ἀπό τήν ἑλληνική ὁ πρόεδρος τῆς ΕΕΛ Ζήσης Σκάρος. [648, 294, 1152, 357]
paragraph: — Ὅχι τό ΝΑΤΟ δέν θά σέ σώσει, Παντελῆ... [1224, 520, 1426, 533]
paragraph: — Ἔ, λοιπόν, τί λές Παντελῆ; [1224, 451, 1358, 464]
paragraph: Στή συμφωνία καθορίζεται ὅτι οἱ συγγραφεῖς θά ἀνταλλάσσουν ἀντιπροσωπείες καί συγγραφεῖς σέ Συνέδρια, συνδιασκέψεις ἐθνικοῦ καί διεθνοῦς χαρακτήρα. Στή διεξαγωγή διμερῶν συζητήσεων καθώς καί προβλημάτων πού παρουσιάζουν ἀμοιβαῖο ἐνδιαφέρον. [648, 514, 893, 592]
ad-taglines [297, 1796, 414, 1864]
paragraph: Ἡ Λάρισα τοῦτες τίς μέρες τοῦ Ὀχτώβρη γιορτάζει τήν ἀπελευθέρωσή της ἀπ' τούς Γερμανούς. Τί ὅμως ξέρουμε ὅλοι μας γι' αὐτό; Τί ξέρουν οἱ νέοι μας; Τί ξέρουν οἱ μαθητές, οἱ ἄνδρες οἱ φαντάροι; Τίποτε ἤ σχεδόν τίποτε. Πῶς φύγαν οἱ Γερμανοί; Μέ τίς ὁριστικές ἤ μέ τίς κατάρες; [444, 1863, 633, 1969]
xreos-kicker: ΣΥΜΦΩΝΙΑ ΑΝΑΜΕΣΑ ΣΤΟΥΣ ΣΟΒΙΕΤΙΚΟΥΣ ΚΑΙ ΕΛΛΗΝΕΣ ΚΑΛΛΙΤΕΧΝΕΣ [657, 174, 1143, 190]
poem-kicker: Νεοελληνική ποίηση [90, 89, 318, 111]
koch-caption-right: Γλέζου — Κώχ στό Ὠδεῖο τοῦ Κιέβου. [244, 1124, 416, 1153]
niotis-row [648, 847, 1152, 1143]
culture-banner [444, 70, 1152, 154]
paragraph: Ἡ σημερινή ὑπογραφή τῆς συμφωνίας εἶναι γιά μᾶς ἕνα γεγονός ἐξαιρετικό. Γιά πρώτη φορά ὄχι μόνο ἡ Ἑταιρία, ἀλλά γενικά οἱ Ἕλληνες συγγραφεῖς ὑπογράφουν συμφωνία γιά συνεργασία μέ ξένη ὀργάνωση συγγραφέων. [906, 511, 1152, 577]
newspaper-name: ΡΙΖΟΣΠΑΣΤΗΣ [738, 52, 863, 67]
paragraph: — Ὄχι σοῦ λέω, Παντελῆ, μή λές ΝΑΤΟ! [1224, 534, 1409, 547]
paragraph: Μιά σπάνια καλλιτεχνική ἐκδήλωση πού ἐνθουσίασε τούς ἑκατοντάδες θεατές πού βρέθηκαν προχτές τό βράδι στόν κινηματογράφο «Παλλάς». [444, 887, 638, 939]
epikairotita-col-1 [55, 1216, 239, 1723]
paragraph: Ἐπίσης, στίς 8.30 μ.μ. τό Σάββατο στό Παλαί ντέ Σπόρ, ὀργανώνεται συναυλία λαϊκῆς μουσικῆς τοῦ Ἠλία Ἀνδριόπουλου μέ ἑρμηνευτές τούς Λ. Καλογιάννη, Α. Πρωτοψάλτη, Γ. Μπονάνο καί Ε. Βιτάλη. [444, 1584, 638, 1650]
alkazar-center [643, 1864, 1377, 2036]
koch-photo [55, 651, 434, 1120]
piano-label: PETROF [150, 1050, 190, 1061]
books-col-1 [648, 1162, 818, 1806]
omilia-headline: Ὁμιλία γιά τήν ἐπέτειο τῆς 28 Ὀχτώβρη στό ΚΜΕ [68, 1550, 226, 1647]
niotis-caption: Σκηνή ἀπό τό ἔργο «Τά καινούργια ροῦχα τοῦ βασιλιᾶ». [865, 1115, 1135, 1144]
ad-tagline-2: ΤΟΥ ΜΑΝΟΥ ΚΑΤΡΑΚΗ [304, 1828, 407, 1865]
poem-line: θά στό 'χε εἰπεῖ πώς διάβηκαν οἱ Πέρσες, [150, 232, 360, 243]
poem-line: καί μέ τό ἀζημίωτο θά πέσουν [150, 316, 303, 327]
poem-line: ἕναν περαστικό ἄν ρωτοῦσες, [150, 221, 301, 233]
paragraph: Οἱ Γερμανοί πλησιάζουν. Τά δάχτυλα τώρα χαϊδεύουν τήν σκανδάλη κι οἱ στάλες τῆς βροχῆς κυλοῦσαν, ζυμωμένες μέ λάσπη πέφτουν πάνω τους. Λίγο ἀκόμα, δυό βήματα καί βάρθει τό τέλος. Ἡ ἡσυχία ὅμως γελάει τούς Γερμανούς. [1387, 1879, 1566, 1971]
ad-main-row [75, 1777, 414, 1883]
paragraph: Ἡ καλλιτεχνική ἐπιμέλεια καί ἀφήγηση τοῦ ρεσιτάλ ἦταν τοῦ σκηνοθέτη Θ. Τερζόπουλου. Ἀξίζει νά σημειώσουμε ὅτι τό 13ο ρεσιτάλ δόθηκε τή Δευτέρα, 20 Ὀχτώβρη, στή Θεσσαλονίκη καί τό Φλεβάρη τοῦ '80 στό Βερολίνο τῆς Γερμανικῆς Λαοκρατικῆς Δημοκρατίας. [444, 1197, 638, 1289]
zoi-kai-poli-tab: ζωη και πολη [1282, 72, 1481, 104]
xreos-headline: Χρέος τῶν συγγραφέων ἡ ὑπεράσπιση τῆς εἰρήνης [703, 196, 1097, 286]
niotis-body [648, 847, 838, 1142]
banner-slogan: για το λαο•για την προοδο•για ενα φωτεινο μελλον [783, 132, 1102, 145]
middle-body [444, 162, 1152, 1837]
poem-line: τοῖς κείνων χρήμασι καί τά λοιπά [150, 400, 321, 411]
korinthos-headline: Θερμή ὑποδοχή βουλγάρικης χορωδίας [1006, 1561, 1149, 1632]
poem-line: λίγην ἄν δείξεις φρόνηση καί ὑπακοή, [150, 337, 342, 348]
niotis-kicker: ΜΕ «ΤΑ ΚΑΙΝΟΥΡΓΙΑ ΡΟΥΧΑ ΤΟΥ ΒΑΣΙΛΙΑ» [698, 778, 1102, 801]
news-item: ★ ΕΚΔΗΛΩΣΗ - ἀφιέρωμα στά 40 χρόνια ἀπ' τό ἀντιφασιστικό «ΟΧΙ» τοῦ λαοῦ μας ὀργανώνει σήμερα στίς 7.30 μ.μ. στήν «Ἴριδα» τό θεατρικό τμῆμα τοῦ Πανεπιστημίου τῆς Ἀθήνας. Ἡ ἐκδήλωση περιλαμβάνει λογοτεχνικό ἀφιέρωμα καί ἀναμνήσεις ἀπό τούς Ἕλλη Ἀλεξίου, Ν. Ἀλεξίου, Γ. Βαλέτα, Ν. Καραντηνό, Ἄν. Σαμαράκη καί Ἡλ. Σιμόπουλο. [249, 1304, 434, 1419]
paragraph: Εἶναι, δηλαδή, ὁ Παντελῆς, ἀπό 'κεῖνο τό 12ο)ο τῶν Ἑλλήνων, πού παραδέχονται οἱ δυτικοί σύμμαχοί μας ὅτι ἐγκρίνει τό ΝΑΤΟ, σύμφωνα μέ τήν πρόσφατη σφυγμομέτρηση, ὅπως λένε. Τόν βάλανε, λοιπόν, στή μέση ἐκεῖ στό καφενεῖο τῆς συνοικίας οἱ ἄλλοι, οἱ πολλοί, τό 88ο)ο, οἱ ἱδρωμένοι, οἱ κουρασμένοι, οἱ ἀνήσυχοι, οἱ βραχνιασμένοι τῆς προχτεσινῆς ὁλονυκτίας στά Προπύλαια, στίς κεντρικές λεωφόρους τῆς Ἀθήνας καί ὅλης τῆς χώρας πού ξορκίζανε τό ΝΑΤΟ μέ τόν ἀπήγανο καί μέ τίς ἀρίθμητες φωνές τους ταρακουνούσανε τόν τόπο. Καί τοῦ ψέλνανε τοῦ Παντελῆ τόν ἀναβαλλόμενο ἀπό τίς φρέσκιες ἐφημερίδες πού μυρίζαν ἀκόμα τυπογραφικό μελάνι. [1214, 207, 1559, 318]
